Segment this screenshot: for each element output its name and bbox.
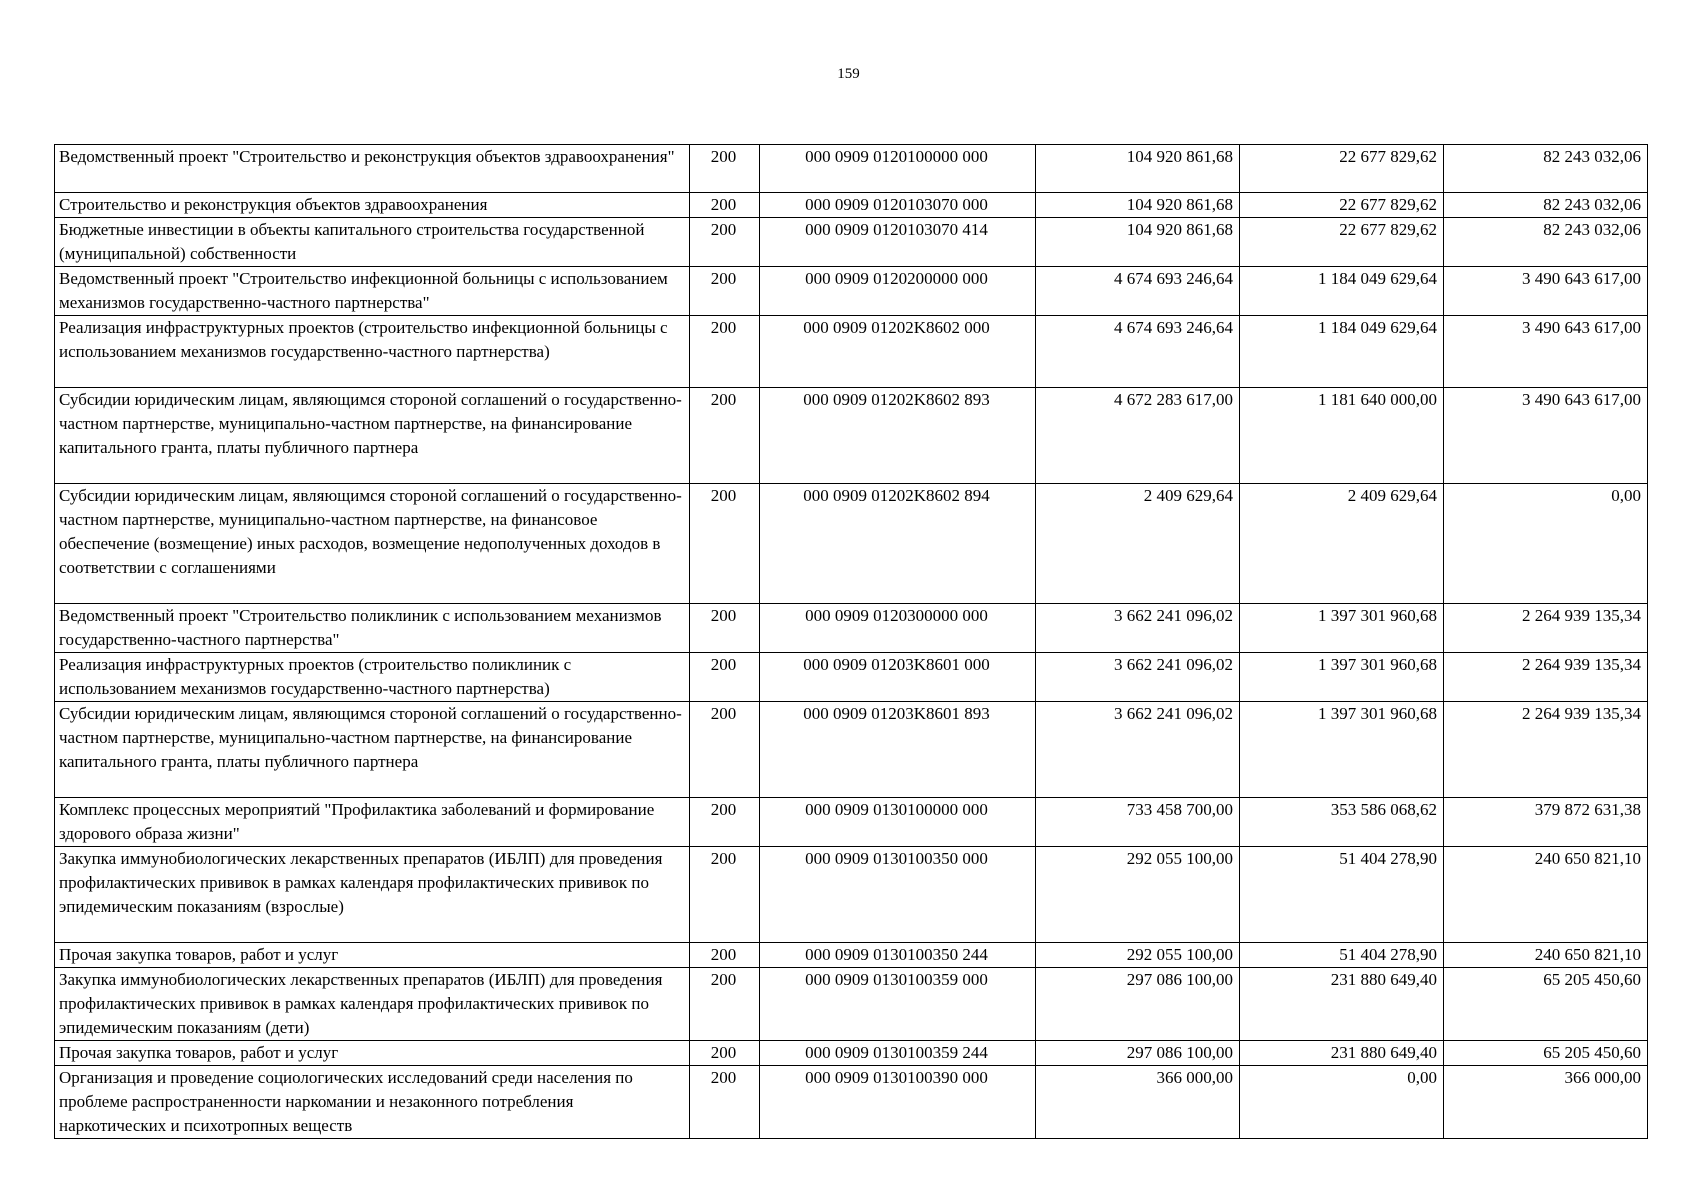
page-number: 159 [837, 66, 860, 82]
row-approved-amount: 297 086 100,00 [1036, 1041, 1240, 1066]
row-approved-amount: 733 458 700,00 [1036, 798, 1240, 847]
row-executed-amount: 51 404 278,90 [1240, 847, 1444, 943]
row-classification-code: 000 0909 0120103070 414 [760, 218, 1036, 267]
row-name: Прочая закупка товаров, работ и услуг [55, 943, 690, 968]
row-unexecuted-amount: 240 650 821,10 [1444, 943, 1648, 968]
table-row [55, 798, 1648, 847]
budget-table [54, 144, 1648, 1139]
row-approved-amount: 2 409 629,64 [1036, 484, 1240, 604]
row-name: Реализация инфраструктурных проектов (строительство инфекционной больницы с использованием механизмов государственно-частного партнерства) [55, 316, 690, 388]
row-unexecuted-amount: 0,00 [1444, 484, 1648, 604]
row-name: Строительство и реконструкция объектов здравоохранения [55, 193, 690, 218]
row-executed-amount: 22 677 829,62 [1240, 193, 1444, 218]
row-executed-amount: 0,00 [1240, 1066, 1444, 1139]
row-name: Ведомственный проект "Строительство поликлиник с использованием механизмов государственно-частного партнерства" [55, 604, 690, 653]
row-executed-amount: 22 677 829,62 [1240, 218, 1444, 267]
row-line-code: 200 [690, 267, 760, 316]
row-classification-code: 000 0909 0130100359 244 [760, 1041, 1036, 1066]
row-name: Закупка иммунобиологических лекарственных препаратов (ИБЛП) для проведения профилактических прививок в рамках календаря профилактических прививок по эпидемическим показаниям (взрослые) [55, 847, 690, 943]
table-row [55, 702, 1648, 798]
row-classification-code: 000 0909 01203K8601 893 [760, 702, 1036, 798]
table-row [55, 653, 1648, 702]
row-line-code: 200 [690, 702, 760, 798]
row-unexecuted-amount: 3 490 643 617,00 [1444, 388, 1648, 484]
row-approved-amount: 297 086 100,00 [1036, 968, 1240, 1041]
row-executed-amount: 1 181 640 000,00 [1240, 388, 1444, 484]
row-executed-amount: 231 880 649,40 [1240, 1041, 1444, 1066]
row-line-code: 200 [690, 653, 760, 702]
row-line-code: 200 [690, 604, 760, 653]
row-name: Субсидии юридическим лицам, являющимся стороной соглашений о государственно-частном партнерстве, муниципально-частном партнерстве, на финансирование капитального гранта, платы публичного партнера [55, 388, 690, 484]
row-name: Субсидии юридическим лицам, являющимся стороной соглашений о государственно-частном партнерстве, муниципально-частном партнерстве, на финансовое обеспечение (возмещение) иных расходов, возмещение недополученных доходов в соответствии с соглашениями [55, 484, 690, 604]
row-unexecuted-amount: 240 650 821,10 [1444, 847, 1648, 943]
row-line-code: 200 [690, 218, 760, 267]
row-approved-amount: 104 920 861,68 [1036, 193, 1240, 218]
row-approved-amount: 366 000,00 [1036, 1066, 1240, 1139]
row-approved-amount: 292 055 100,00 [1036, 847, 1240, 943]
table-row [55, 145, 1648, 193]
row-classification-code: 000 0909 0120300000 000 [760, 604, 1036, 653]
row-unexecuted-amount: 366 000,00 [1444, 1066, 1648, 1139]
row-unexecuted-amount: 3 490 643 617,00 [1444, 267, 1648, 316]
row-line-code: 200 [690, 388, 760, 484]
row-name: Закупка иммунобиологических лекарственных препаратов (ИБЛП) для проведения профилактических прививок в рамках календаря профилактических прививок по эпидемическим показаниям (дети) [55, 968, 690, 1041]
row-classification-code: 000 0909 01203K8601 000 [760, 653, 1036, 702]
row-approved-amount: 104 920 861,68 [1036, 145, 1240, 193]
row-name: Ведомственный проект "Строительство инфекционной больницы с использованием механизмов государственно-частного партнерства" [55, 267, 690, 316]
row-executed-amount: 2 409 629,64 [1240, 484, 1444, 604]
row-executed-amount: 1 397 301 960,68 [1240, 604, 1444, 653]
row-line-code: 200 [690, 1041, 760, 1066]
row-classification-code: 000 0909 0130100359 000 [760, 968, 1036, 1041]
row-approved-amount: 3 662 241 096,02 [1036, 604, 1240, 653]
table-row [55, 968, 1648, 1041]
row-executed-amount: 1 397 301 960,68 [1240, 653, 1444, 702]
table-row [55, 604, 1648, 653]
row-executed-amount: 353 586 068,62 [1240, 798, 1444, 847]
row-unexecuted-amount: 65 205 450,60 [1444, 968, 1648, 1041]
row-name: Прочая закупка товаров, работ и услуг [55, 1041, 690, 1066]
row-line-code: 200 [690, 968, 760, 1041]
row-approved-amount: 4 672 283 617,00 [1036, 388, 1240, 484]
row-classification-code: 000 0909 0130100350 000 [760, 847, 1036, 943]
row-classification-code: 000 0909 0130100390 000 [760, 1066, 1036, 1139]
row-unexecuted-amount: 2 264 939 135,34 [1444, 653, 1648, 702]
row-name: Бюджетные инвестиции в объекты капитального строительства государственной (муниципальной) собственности [55, 218, 690, 267]
row-line-code: 200 [690, 1066, 760, 1139]
row-line-code: 200 [690, 316, 760, 388]
row-unexecuted-amount: 82 243 032,06 [1444, 193, 1648, 218]
row-classification-code: 000 0909 01202K8602 000 [760, 316, 1036, 388]
table-row [55, 1041, 1648, 1066]
table-row [55, 847, 1648, 943]
row-executed-amount: 22 677 829,62 [1240, 145, 1444, 193]
table-row [55, 316, 1648, 388]
row-line-code: 200 [690, 847, 760, 943]
row-classification-code: 000 0909 0130100000 000 [760, 798, 1036, 847]
row-line-code: 200 [690, 145, 760, 193]
table-row [55, 1066, 1648, 1139]
row-executed-amount: 1 397 301 960,68 [1240, 702, 1444, 798]
row-unexecuted-amount: 82 243 032,06 [1444, 218, 1648, 267]
row-approved-amount: 4 674 693 246,64 [1036, 316, 1240, 388]
table-row [55, 193, 1648, 218]
row-line-code: 200 [690, 484, 760, 604]
row-approved-amount: 4 674 693 246,64 [1036, 267, 1240, 316]
row-name: Реализация инфраструктурных проектов (строительство поликлиник с использованием механизмов государственно-частного партнерства) [55, 653, 690, 702]
row-executed-amount: 51 404 278,90 [1240, 943, 1444, 968]
row-line-code: 200 [690, 798, 760, 847]
row-unexecuted-amount: 2 264 939 135,34 [1444, 702, 1648, 798]
row-unexecuted-amount: 82 243 032,06 [1444, 145, 1648, 193]
row-classification-code: 000 0909 0120103070 000 [760, 193, 1036, 218]
row-unexecuted-amount: 3 490 643 617,00 [1444, 316, 1648, 388]
row-executed-amount: 1 184 049 629,64 [1240, 267, 1444, 316]
row-classification-code: 000 0909 01202K8602 893 [760, 388, 1036, 484]
row-approved-amount: 3 662 241 096,02 [1036, 653, 1240, 702]
table-row [55, 267, 1648, 316]
row-line-code: 200 [690, 193, 760, 218]
row-approved-amount: 104 920 861,68 [1036, 218, 1240, 267]
row-line-code: 200 [690, 943, 760, 968]
row-executed-amount: 231 880 649,40 [1240, 968, 1444, 1041]
row-classification-code: 000 0909 0120200000 000 [760, 267, 1036, 316]
table-row [55, 484, 1648, 604]
row-unexecuted-amount: 65 205 450,60 [1444, 1041, 1648, 1066]
row-name: Организация и проведение социологических исследований среди населения по проблеме распространенности наркомании и незаконного потребления наркотических и психотропных веществ [55, 1066, 690, 1139]
row-classification-code: 000 0909 01202K8602 894 [760, 484, 1036, 604]
row-approved-amount: 3 662 241 096,02 [1036, 702, 1240, 798]
table-body [55, 145, 1648, 1139]
row-classification-code: 000 0909 0120100000 000 [760, 145, 1036, 193]
row-approved-amount: 292 055 100,00 [1036, 943, 1240, 968]
row-name: Комплекс процессных мероприятий "Профилактика заболеваний и формирование здорового образа жизни" [55, 798, 690, 847]
row-unexecuted-amount: 2 264 939 135,34 [1444, 604, 1648, 653]
row-name: Субсидии юридическим лицам, являющимся стороной соглашений о государственно-частном партнерстве, муниципально-частном партнерстве, на финансирование капитального гранта, платы публичного партнера [55, 702, 690, 798]
row-name: Ведомственный проект "Строительство и реконструкция объектов здравоохранения" [55, 145, 690, 193]
table-row [55, 218, 1648, 267]
table-row [55, 388, 1648, 484]
row-executed-amount: 1 184 049 629,64 [1240, 316, 1444, 388]
row-unexecuted-amount: 379 872 631,38 [1444, 798, 1648, 847]
table-row [55, 943, 1648, 968]
row-classification-code: 000 0909 0130100350 244 [760, 943, 1036, 968]
